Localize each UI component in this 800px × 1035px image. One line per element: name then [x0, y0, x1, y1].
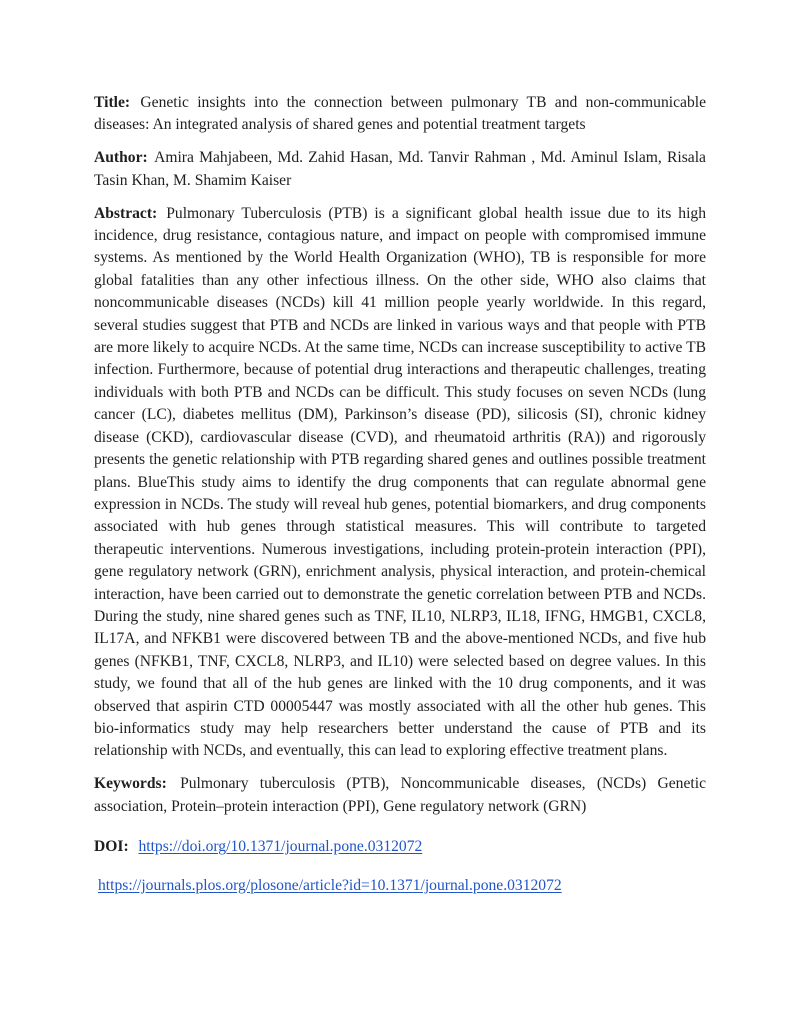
article-url-link[interactable]: https://journals.plos.org/plosone/article?id=10.1371/journal.pone.0312072	[98, 876, 562, 894]
author-paragraph	[94, 147, 706, 192]
abstract-text: Pulmonary Tuberculosis (PTB) is a significant global health issue due to its high incidence, drug resistance, contagious nature, and impact on people with compromised immune systems. As mentioned by the World Health Organization (WHO), TB is responsible for more global fatalities than any other infectious illness. On the other side, WHO also claims that noncommunicable diseases (NCDs) kill 41 million people yearly worldwide. In this regard, several studies suggest that PTB and NCDs are linked in various ways and that people with PTB are more likely to acquire NCDs. At the same time, NCDs can increase susceptibility to active TB infection. Furthermore, because of potential drug interactions and therapeutic challenges, treating individuals with both PTB and NCDs can be difficult. This study focuses on seven NCDs (lung cancer (LC), diabetes mellitus (DM), Parkinson’s disease (PD), silicosis (SI), chronic kidney disease (CKD), cardiovascular disease (CVD), and rheumatoid arthritis (RA)) and rigorously presents the genetic relationship with PTB regarding shared genes and outlines possible treatment plans. BlueThis study aims to identify the drug components that can regulate abnormal gene expression in NCDs. The study will reveal hub genes, potential biomarkers, and drug components associated with hub genes through statistical measures. This will contribute to targeted therapeutic interventions. Numerous investigations, including protein-protein interaction (PPI), gene regulatory network (GRN), enrichment analysis, physical interaction, and protein-chemical interaction, have been carried out to demonstrate the genetic correlation between PTB and NCDs. During the study, nine shared genes such as TNF, IL10, NLRP3, IL18, IFNG, HMGB1, CXCL8, IL17A, and NFKB1 were discovered between TB and the above-mentioned NCDs, and five hub genes (NFKB1, TNF, CXCL8, NLRP3, and IL10) were selected based on degree values. In this study, we found that all of the hub genes are linked with the 10 drug components, and it was observed that aspirin CTD 00005447 was mostly associated with all the other hub genes. This bio-informatics study may help researchers better understand the cause of PTB and its relationship with NCDs, and eventually, this can lead to exploring effective treatment plans.	[94, 204, 706, 760]
keywords-text: Pulmonary tuberculosis (PTB), Noncommunicable diseases, (NCDs) Genetic association, Protein–protein interaction (PPI), Gene regulatory network (GRN)	[94, 775, 706, 815]
author-text: Amira Mahjabeen, Md. Zahid Hasan, Md. Tanvir Rahman , Md. Aminul Islam, Risala Tasin Khan, M. Shamim Kaiser	[94, 149, 706, 189]
keywords-label: Keywords:	[94, 775, 167, 793]
doi-link[interactable]: https://doi.org/10.1371/journal.pone.0312072	[138, 838, 423, 856]
article-url-line	[98, 875, 706, 897]
keywords-paragraph	[94, 773, 706, 818]
document-page	[94, 92, 706, 897]
title-paragraph	[94, 92, 706, 137]
abstract-label: Abstract:	[94, 204, 158, 222]
title-label: Title:	[94, 94, 131, 111]
abstract-paragraph	[94, 203, 706, 763]
doi-line	[94, 836, 706, 858]
doi-label: DOI:	[94, 838, 129, 856]
doi-block	[94, 836, 706, 897]
title-text: Genetic insights into the connection between pulmonary TB and non-communicable diseases: An integrated analysis of shared genes and potential treatment targets	[94, 94, 706, 134]
author-label: Author:	[94, 149, 148, 167]
